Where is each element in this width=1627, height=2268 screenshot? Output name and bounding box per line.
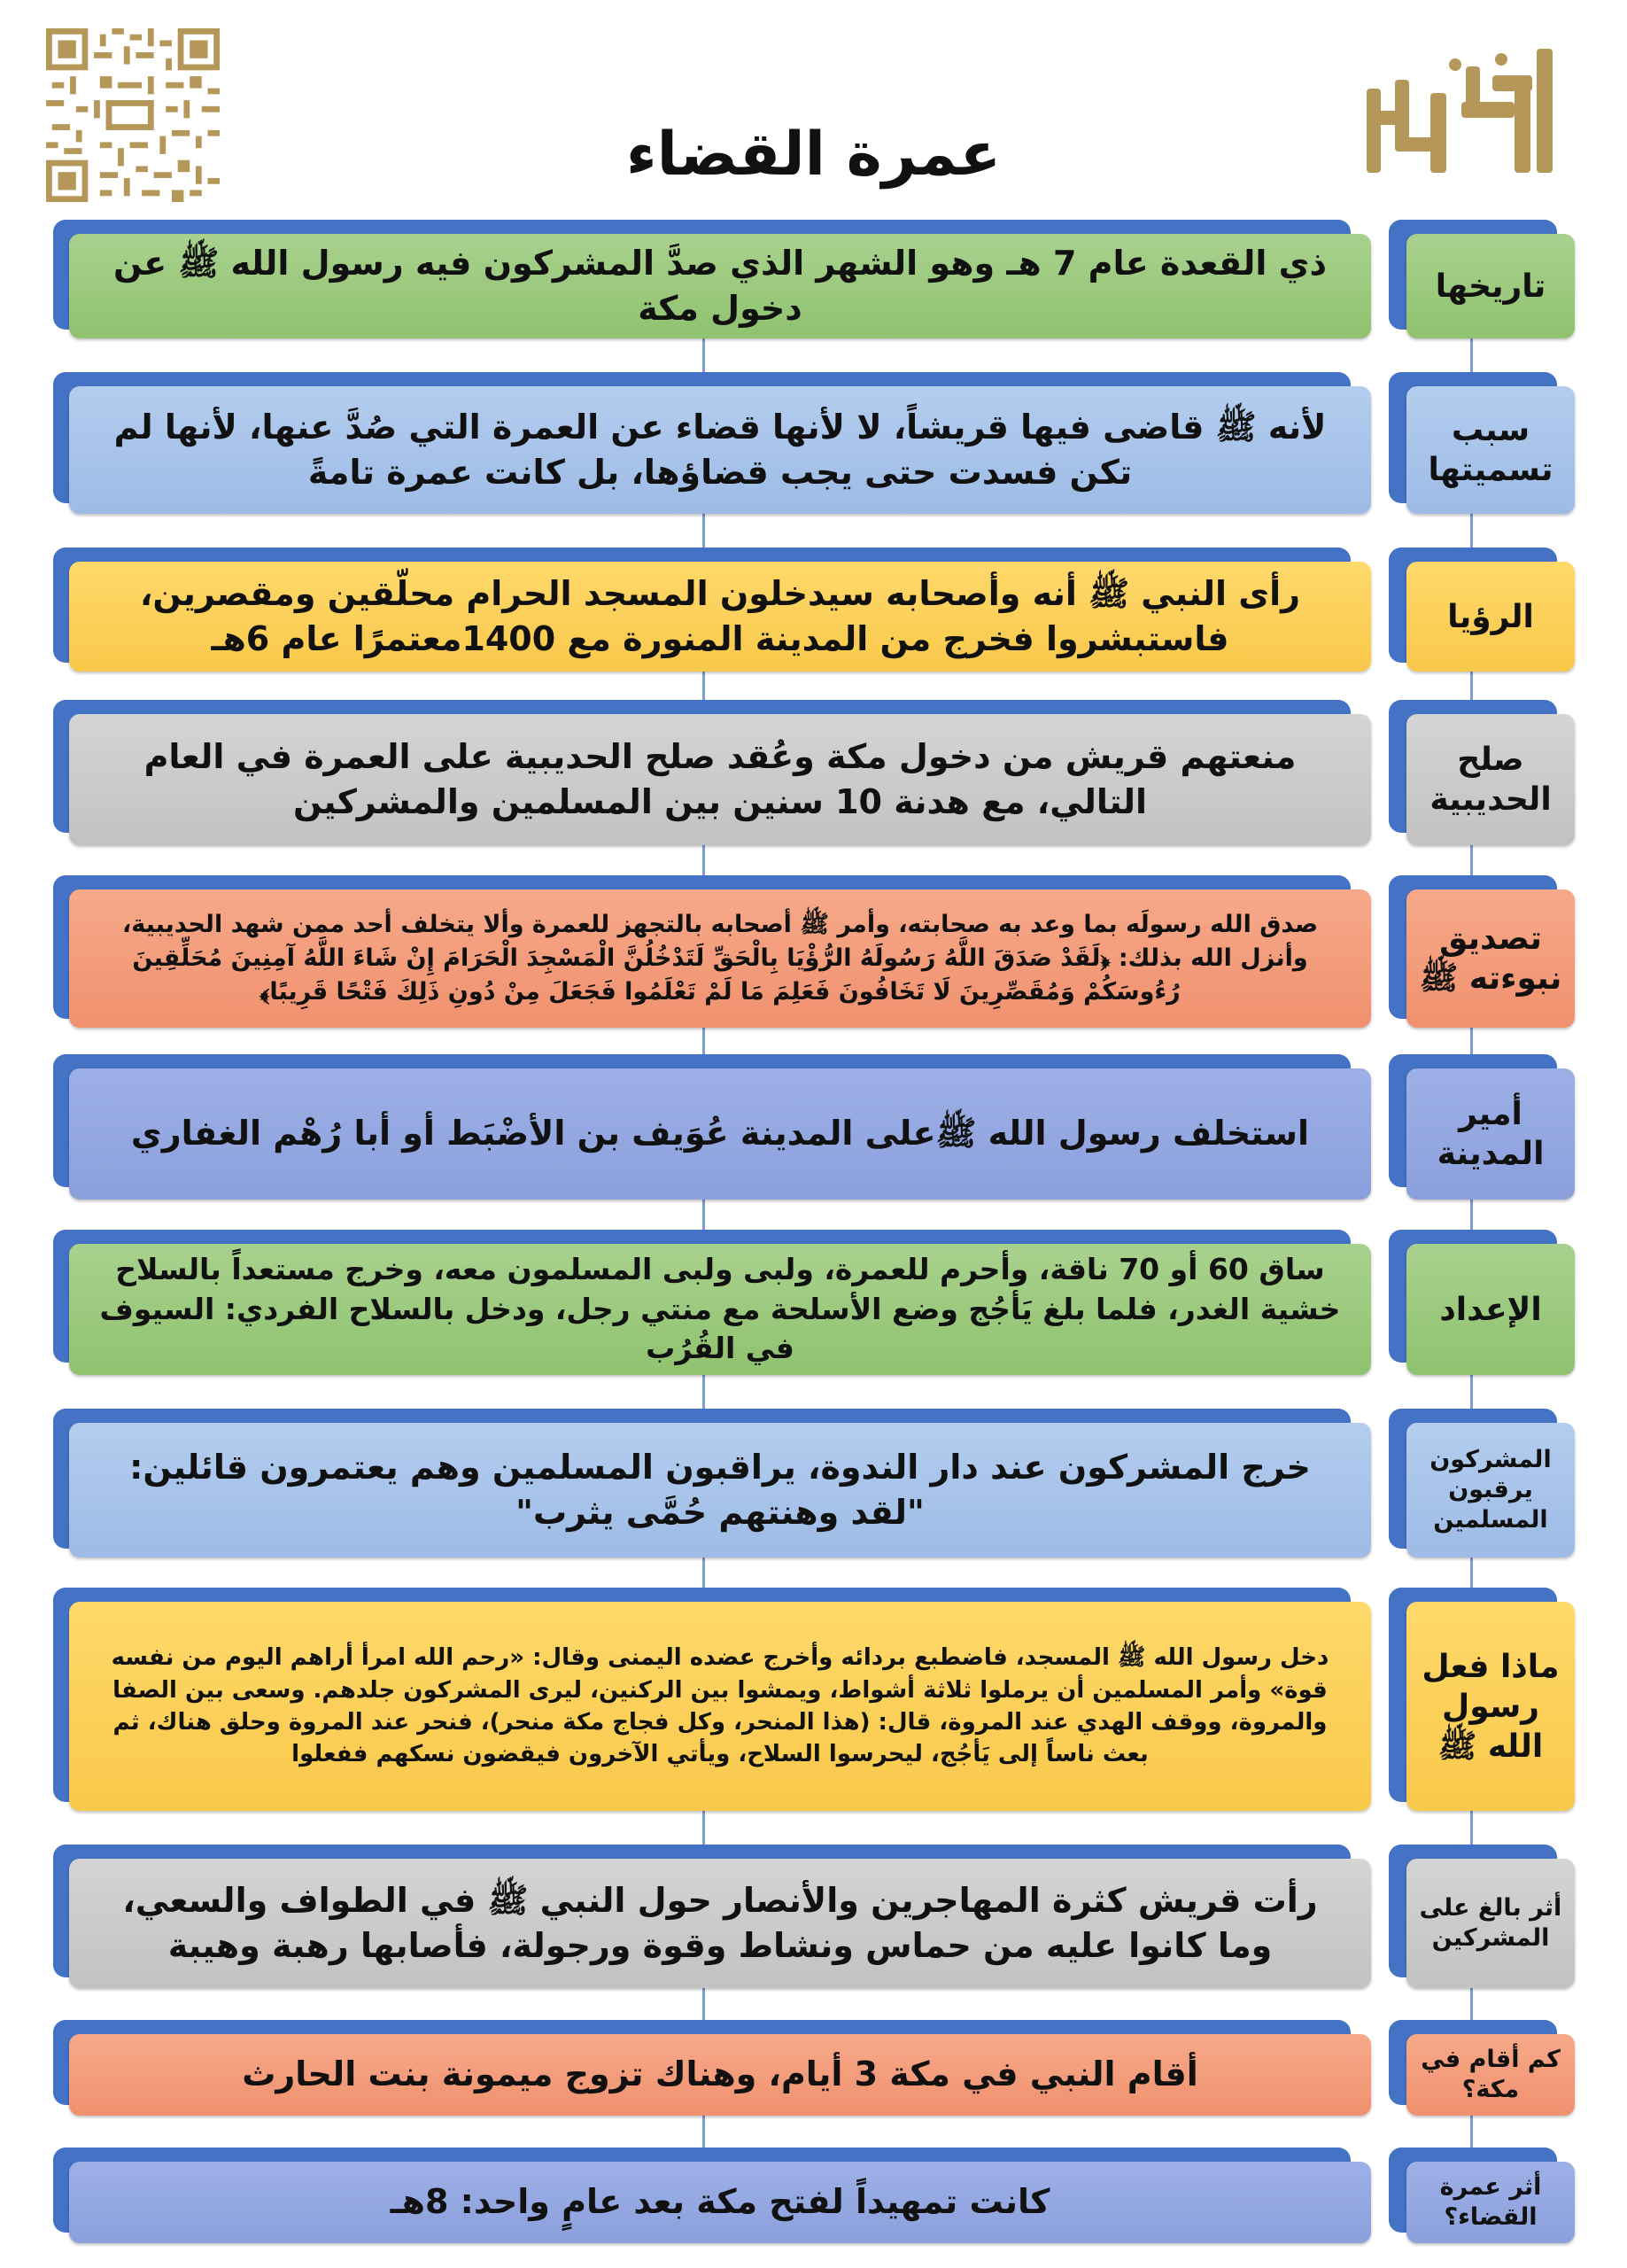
row-content: رأت قريش كثرة المهاجرين والأنصار حول النبي ﷺ في الطواف والسعي، وما كانوا عليه من حماس ونشاط وقوة ورجولة، فأصابها رهبة وهيبة xyxy=(69,1859,1371,1988)
row-content: ذي القعدة عام 7 هـ وهو الشهر الذي صدَّ المشركون فيه رسول الله ﷺ عن دخول مكة xyxy=(69,234,1371,338)
row-label: كم أقام في مكة؟ xyxy=(1406,2034,1575,2116)
row-label: تصديق نبوءته ﷺ xyxy=(1406,889,1575,1028)
row-content: صدق الله رسولَه بما وعد به صحابته، وأمر ﷺ أصحابه بالتجهز للعمرة وألا يتخلف أحد ممن شهد الحديبية، وأنزل الله بذلك: ﴿لَقَدْ صَدَقَ اللَّهُ رَسُولَهُ الرُّؤْيَا بِالْحَقِّ لَتَدْخُلُنَّ الْمَسْجِدَ الْحَرَامَ إِنْ شَاءَ اللَّهُ آمِنِينَ مُحَلِّقِينَ رُءُوسَكُمْ وَمُقَصِّرِينَ لَا تَخَافُونَ فَعَلِمَ مَا لَمْ تَعْلَمُوا فَجَعَلَ مِنْ دُونِ ذَلِكَ فَتْحًا قَرِيبًا﴾ xyxy=(69,889,1371,1028)
row-label: تاريخها xyxy=(1406,234,1575,338)
row-content: دخل رسول الله ﷺ المسجد، فاضطبع بردائه وأخرج عضده اليمنى وقال: «رحم الله امرأ أراهم اليوم من نفسه قوة» وأمر المسلمين أن يرملوا ثلاثة أشواط، ويمشوا بين الركنين، ليرى المشركون جلدهم. وسعى بين الصفا والمروة، ووقف الهدي عند المروة، قال: (هذا المنحر، وكل فجاج مكة منحر)، فنحر عند المروة وحلق هناك، ثم بعث ناساً إلى يَأجُج، ليحرسوا السلاح، ويأتي الآخرون فيقضون نسكهم ففعلوا xyxy=(69,1602,1371,1811)
row-content: ساق 60 أو 70 ناقة، وأحرم للعمرة، ولبى ولبى المسلمون معه، وخرج مستعداً بالسلاح خشية الغدر، فلما بلغ يَأجُج وضع الأسلحة مع منتي رجل، ودخل بالسلاح الفردي: السيوف في القُرُب xyxy=(69,1244,1371,1375)
row-label: أثر عمرة القضاء؟ xyxy=(1406,2162,1575,2243)
row-content: خرج المشركون عند دار الندوة، يراقبون المسلمين وهم يعتمرون قائلين: "لقد وهنتهم حُمَّى يثرب" xyxy=(69,1423,1371,1557)
row-content: لأنه ﷺ قاضى فيها قريشاً، لا لأنها قضاء عن العمرة التي صُدَّ عنها، لأنها لم تكن فسدت حتى يجب قضاؤها، بل كانت عمرة تامةً xyxy=(69,386,1371,514)
row-label: صلح الحديبية xyxy=(1406,714,1575,845)
page-title: عمرة القضاء xyxy=(625,120,1002,190)
row-content: رأى النبي ﷺ أنه وأصحابه سيدخلون المسجد الحرام محلّقين ومقصرين، فاستبشروا فخرج من المدينة المنورة مع 1400معتمرًا عام 6هـ xyxy=(69,562,1371,672)
row-label: سبب تسميتها xyxy=(1406,386,1575,514)
row-content: كانت تمهيداً لفتح مكة بعد عامٍ واحد: 8هـ xyxy=(69,2162,1371,2243)
row-content: استخلف رسول الله ﷺعلى المدينة عُوَيف بن الأضْبَط أو أبا رُهْم الغفاري xyxy=(69,1068,1371,1200)
row-label: الإعداد xyxy=(1406,1244,1575,1375)
row-content: أقام النبي في مكة 3 أيام، وهناك تزوج ميمونة بنت الحارث xyxy=(69,2034,1371,2116)
row-content: منعتهم قريش من دخول مكة وعُقد صلح الحديبية على العمرة في العام التالي، مع هدنة 10 سنين بين المسلمين والمشركين xyxy=(69,714,1371,845)
row-label: الرؤيا xyxy=(1406,562,1575,672)
row-label: المشركون يرقبون المسلمين xyxy=(1406,1423,1575,1557)
row-label: ماذا فعل رسول الله ﷺ xyxy=(1406,1602,1575,1811)
row-label: أثر بالغ على المشركين xyxy=(1406,1859,1575,1988)
row-label: أمير المدينة xyxy=(1406,1068,1575,1200)
